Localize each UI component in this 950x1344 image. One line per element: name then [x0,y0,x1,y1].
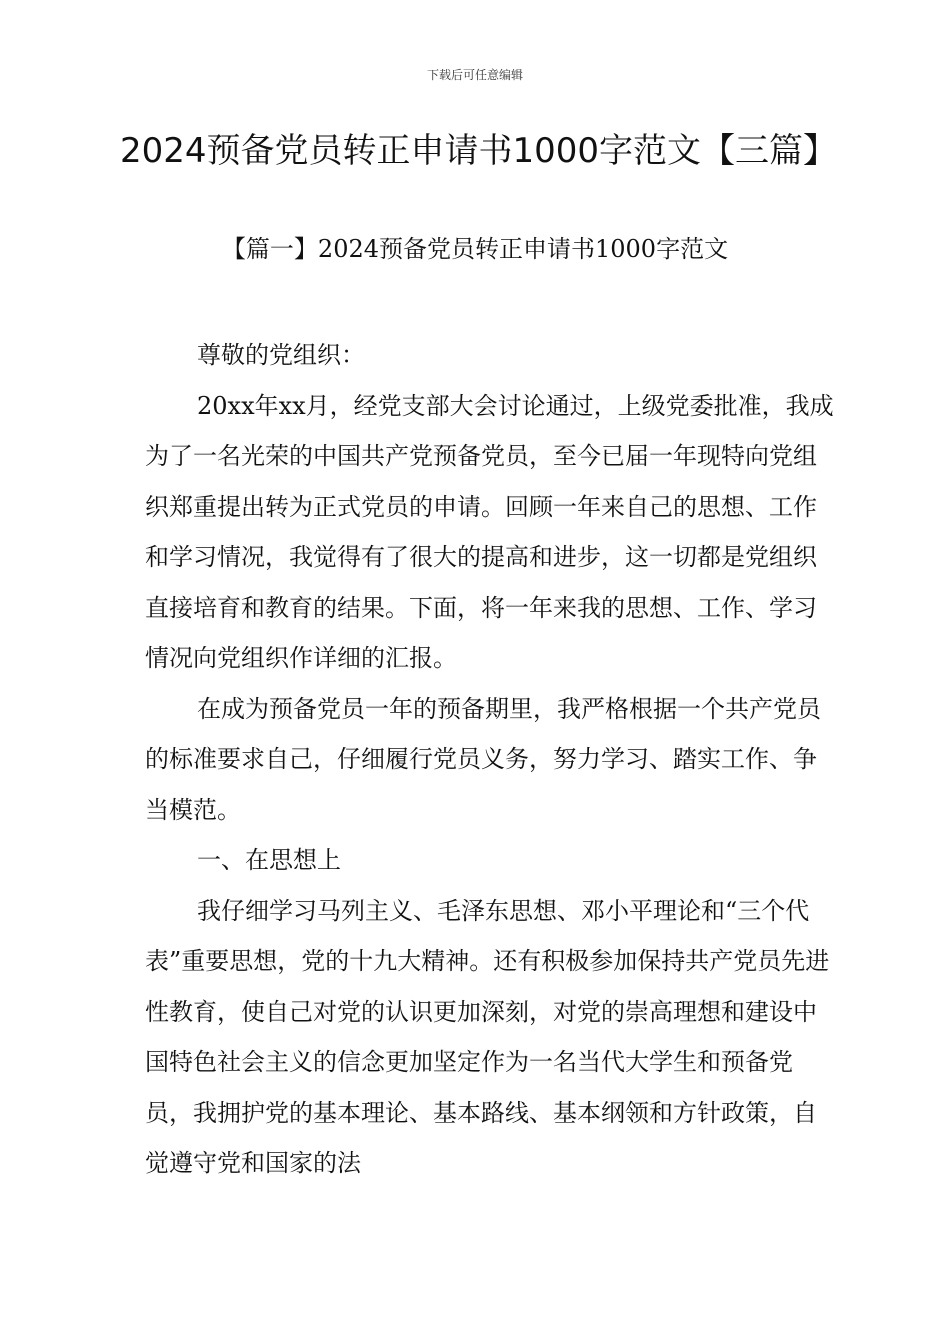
document-body [145,330,835,1189]
document-title: 2024预备党员转正申请书1000字范文【三篇】 [120,131,838,171]
section-subtitle: 【篇一】2024预备党员转正申请书1000字范文 [221,235,729,263]
page-header-note: 下载后可任意编辑 [426,68,523,82]
section-heading: 一、在思想上 [197,846,341,874]
paragraph: 20xx年xx月，经党支部大会讨论通过，上级党委批准，我成为了一名光荣的中国共产党预备党员，至今已届一年现特向党组织郑重提出转为正式党员的申请。回顾一年来自己的思想、工作和学习情况，我觉得有了很大的提高和进步，这一切都是党组织直接培育和教育的结果。下面，将一年来我的思想、工作、学习情况向党组织作详细的汇报。 [145,391,834,672]
paragraph: 在成为预备党员一年的预备期里，我严格根据一个共产党员的标准要求自己，仔细履行党员义务，努力学习、踏实工作、争当模范。 [145,694,821,824]
salutation: 尊敬的党组织： [197,341,365,369]
paragraph: 我仔细学习马列主义、毛泽东思想、邓小平理论和“三个代表”重要思想，党的十九大精神。还有积极参加保持共产党员先进性教育，使自己对党的认识更加深刻，对党的崇高理想和建设中国特色社会主义的信念更加坚定作为一名当代大学生和预备党员，我拥护党的基本理论、基本路线、基本纲领和方针政策，自觉遵守党和国家的法 [145,896,830,1177]
